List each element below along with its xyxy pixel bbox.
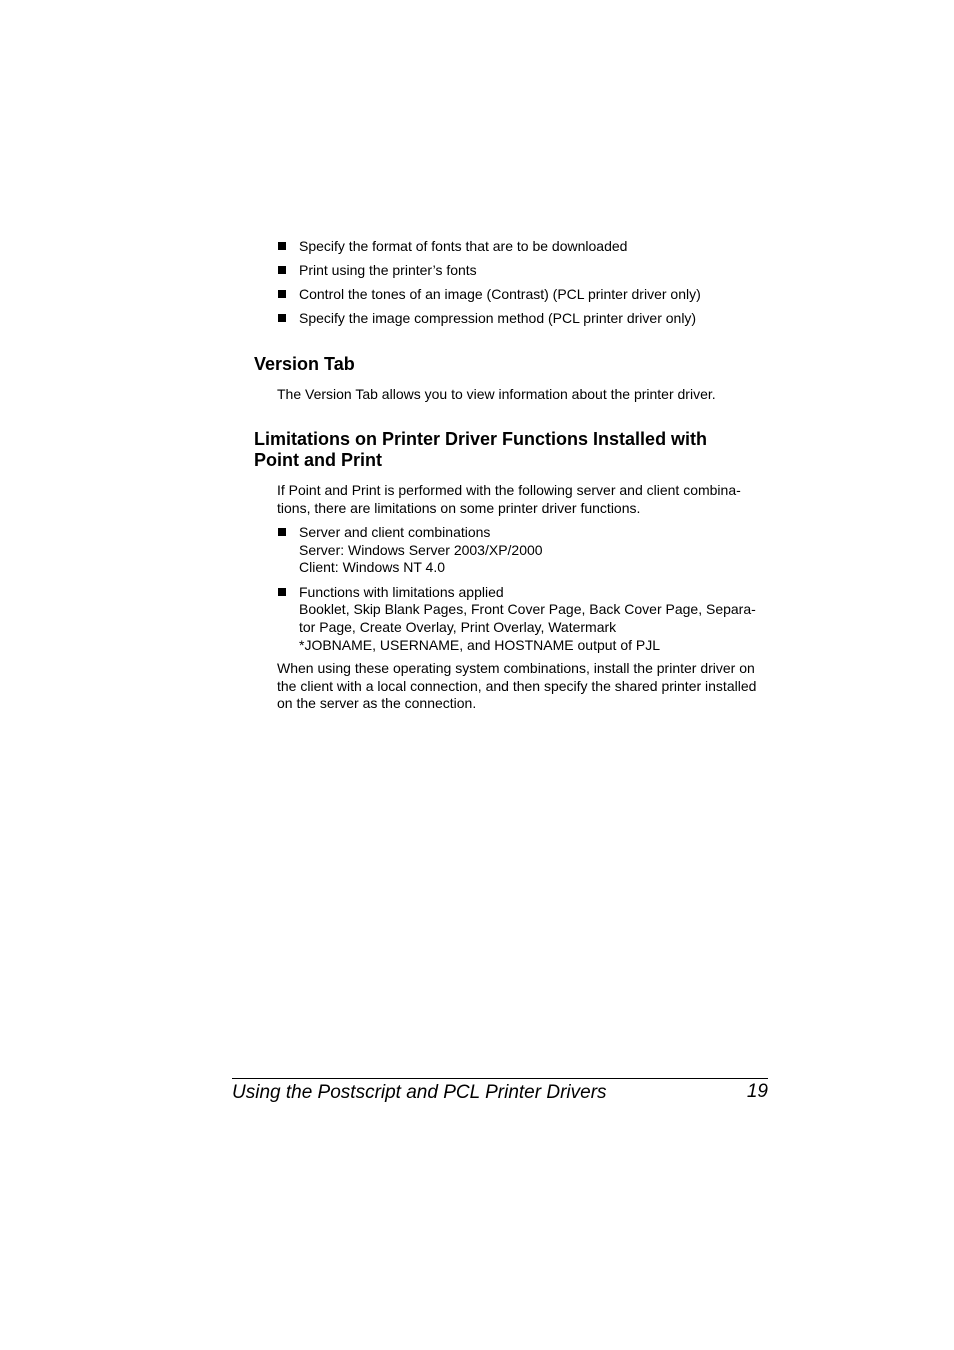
square-bullet-icon <box>278 588 286 596</box>
heading-line: Limitations on Printer Driver Functions Installed with <box>254 429 708 449</box>
limitations-heading <box>254 429 707 471</box>
limitations-closing <box>277 660 777 713</box>
list-item <box>277 262 777 280</box>
square-bullet-icon <box>278 314 286 322</box>
list-item <box>277 286 777 304</box>
paragraph-line: If Point and Print is performed with the following server and client combina- <box>277 482 741 498</box>
paragraph-line: on the server as the connection. <box>277 695 477 712</box>
bullet-text: Booklet, Skip Blank Pages, Front Cover Page, Back Cover Page, Separa- <box>299 601 756 618</box>
version-tab-heading: Version Tab <box>254 354 355 374</box>
bullet-text: Client: Windows NT 4.0 <box>299 559 446 576</box>
square-bullet-icon <box>278 290 286 298</box>
bullet-text: Print using the printer’s fonts <box>299 262 477 278</box>
paragraph-line: When using these operating system combinations, install the printer driver on <box>277 660 755 676</box>
list-item <box>277 310 777 328</box>
bullet-text: Control the tones of an image (Contrast) (PCL printer driver only) <box>299 286 701 302</box>
bullet-text: Server and client combinations <box>299 524 491 540</box>
bullet-text: Specify the format of fonts that are to be downloaded <box>299 238 628 254</box>
list-item <box>277 238 777 256</box>
paragraph-line: the client with a local connection, and then specify the shared printer installed <box>277 677 757 694</box>
paragraph-line: tions, there are limitations on some printer driver functions. <box>277 499 641 516</box>
heading-line: Point and Print <box>254 450 382 470</box>
page-number: 19 <box>746 1081 768 1102</box>
limitations-intro <box>277 482 777 517</box>
footer-divider <box>232 1078 768 1079</box>
limitations-bullet-list <box>277 524 777 661</box>
feature-bullet-list <box>277 238 777 334</box>
bullet-text: Specify the image compression method (PCL printer driver only) <box>299 310 697 326</box>
bullet-text: Server: Windows Server 2003/XP/2000 <box>299 541 543 558</box>
square-bullet-icon <box>278 242 286 250</box>
bullet-text: tor Page, Create Overlay, Print Overlay, Watermark <box>299 619 617 636</box>
footer-title: Using the Postscript and PCL Printer Drivers <box>232 1082 607 1103</box>
bullet-text: Functions with limitations applied <box>299 583 504 600</box>
square-bullet-icon <box>278 528 286 536</box>
version-tab-description <box>277 386 777 404</box>
list-item <box>277 524 777 577</box>
list-item <box>277 584 777 655</box>
square-bullet-icon <box>278 266 286 274</box>
bullet-text: *JOBNAME, USERNAME, and HOSTNAME output of PJL <box>299 636 661 653</box>
paragraph-line: The Version Tab allows you to view information about the printer driver. <box>277 386 716 402</box>
